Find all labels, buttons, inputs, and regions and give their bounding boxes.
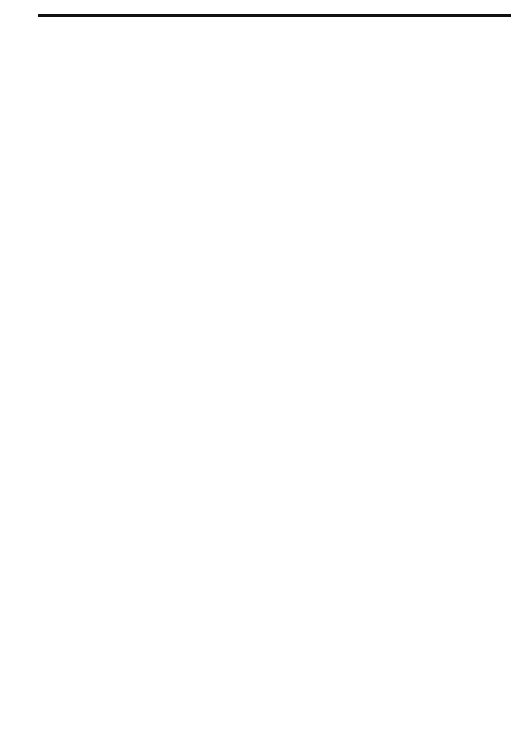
bottom-text-block bbox=[34, 375, 504, 675]
top-text-block bbox=[34, 32, 504, 342]
top-rule bbox=[38, 14, 511, 17]
